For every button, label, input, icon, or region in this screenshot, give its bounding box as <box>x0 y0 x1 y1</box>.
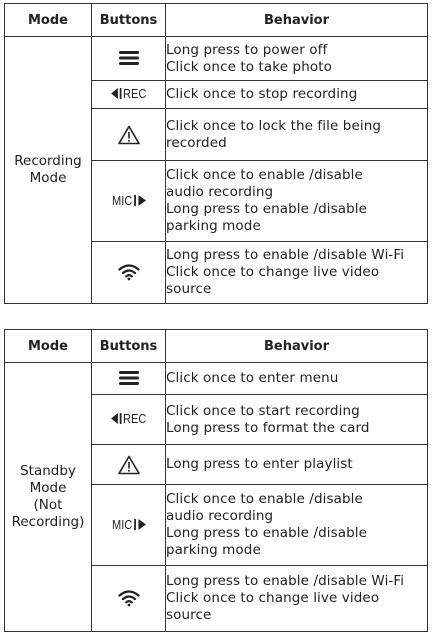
header-buttons: Buttons <box>92 330 166 363</box>
rec-button <box>92 81 166 109</box>
header-mode: Mode <box>5 330 92 363</box>
lock-button <box>92 109 166 161</box>
behavior-cell: Click once to enable /disable audio recording Long press to enable /disable parking mode <box>166 485 428 566</box>
behavior-cell: Long press to enable /disable Wi-Fi Click once to change live video source <box>166 242 428 304</box>
header-behavior: Behavior <box>166 4 428 37</box>
menu-icon <box>118 370 140 386</box>
behavior-cell: Click once to stop recording <box>166 81 428 109</box>
table-row <box>5 363 428 395</box>
wifi-icon <box>117 263 141 281</box>
behavior-cell: Long press to enable /disable Wi-Fi Click once to change live video source <box>166 566 428 632</box>
warning-icon <box>118 455 140 475</box>
standby-mode-table <box>4 329 428 632</box>
rec-button <box>92 395 166 445</box>
bar-icon <box>119 88 122 99</box>
wifi-button <box>92 242 166 304</box>
mode-label: Recording Mode <box>5 37 92 304</box>
header-row <box>5 4 428 37</box>
behavior-cell: Click once to lock the file being recorded <box>166 109 428 161</box>
table-row <box>5 37 428 81</box>
menu-button <box>92 37 166 81</box>
behavior-cell: Click once to enter menu <box>166 363 428 395</box>
play-arrow-icon <box>138 195 146 206</box>
recording-mode-table <box>4 3 428 304</box>
mic-button <box>92 161 166 242</box>
rec-arrow-icon <box>111 413 119 424</box>
rec-label: REC <box>122 85 147 101</box>
warning-icon <box>118 125 140 145</box>
behavior-cell: Click once to start recording Long press to format the card <box>166 395 428 445</box>
mic-button <box>92 485 166 566</box>
menu-icon <box>118 50 140 66</box>
header-row <box>5 330 428 363</box>
behavior-cell: Long press to enter playlist <box>166 445 428 485</box>
header-buttons: Buttons <box>92 4 166 37</box>
mic-label: MIC <box>111 517 132 532</box>
header-behavior: Behavior <box>166 330 428 363</box>
bar-icon <box>119 413 122 424</box>
play-arrow-icon <box>138 519 146 530</box>
playlist-button <box>92 445 166 485</box>
menu-button <box>92 363 166 395</box>
wifi-button <box>92 566 166 632</box>
bar-icon <box>134 519 137 530</box>
rec-arrow-icon <box>111 88 119 99</box>
behavior-cell: Click once to enable /disable audio recording Long press to enable /disable parking mode <box>166 161 428 242</box>
header-mode: Mode <box>5 4 92 37</box>
bar-icon <box>134 195 137 206</box>
rec-label: REC <box>122 410 147 426</box>
mic-label: MIC <box>111 193 132 208</box>
behavior-cell: Long press to power off Click once to take photo <box>166 37 428 81</box>
wifi-icon <box>117 589 141 607</box>
mode-label: Standby Mode (Not Recording) <box>5 363 92 632</box>
